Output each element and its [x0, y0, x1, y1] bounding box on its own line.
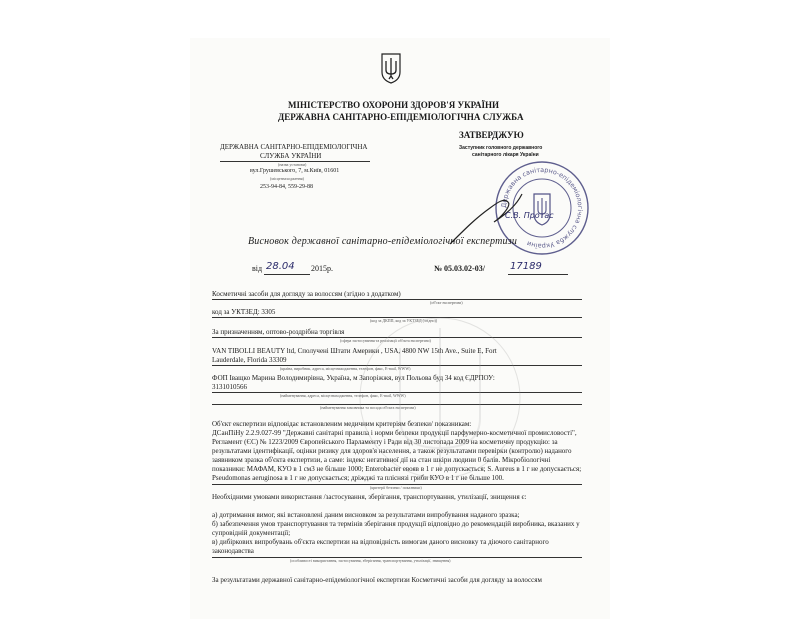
approval-title: ЗАТВЕРДЖУЮ: [459, 130, 524, 140]
object-value: Косметичні засоби для догляду за волоссям (згідно з додатком): [212, 290, 401, 298]
applicant-caption: (найменування, адреса, місцезнаходження, телефон, факс, E-mail, WWW): [280, 393, 406, 398]
approval-role-line2: санітарного лікаря України: [472, 152, 539, 158]
date-prefix: від: [252, 264, 263, 273]
code-value: код за УКТЗЕД: 3305: [212, 308, 276, 316]
producer-line1: VAN TIBOLLI BEAUTY ltd, Сполучені Штати Америки , USA, 4800 NW 15th Ave., Suite E, Fort: [212, 347, 497, 355]
number-handwritten: 17189: [510, 261, 542, 272]
document-page: [190, 38, 610, 619]
approval-role-line1: Заступник головного державного: [459, 145, 543, 151]
seal-ring-text: Державна санітарно-епідеміологічна служба України: [499, 165, 585, 251]
coat-of-arms-icon: [380, 52, 402, 84]
object-underline: [212, 299, 582, 300]
issuer-name-caption: (назва установи): [278, 162, 307, 167]
expertise-text: ДСанПіНу 2.2.9.027-99 "Державні санітарні правила і норми безпеки продукції парфумерно-косметичної промисловості", Регламент (ЄС) № 1223/2009 Європейського Парламенту і Ради від 30 листопада 2009 на косметичну продукцію: за результатами ідентифікації, оцінки ризику для здоров'я населення, а також результатами перевірки (контролю) наданого заявником зразка об'єкта експертизи, а саме: індекс негативної дії на стан шкіри людини 0 балів. Мікробіологічні показники: МАФАМ, КУО в 1 см3 не більше 1000; Enterobacter евояв в 1 г не допускається; S. Aureus в 1 г не допускається; Pseudomonas aeruginosa в 1 г не допускається; дріжджі та пліснязі гриби КУО в 1 г не більше 100.: [212, 429, 582, 482]
issuer-name-line2: СЛУЖБА УКРАЇНИ: [260, 152, 322, 160]
issuer-phones: 253-94-84, 559-29-88: [260, 184, 313, 190]
conclusion-text: За результатами державної санітарно-епідеміологічної експертизи Косметичні засоби для догляду за волоссям: [212, 576, 542, 584]
code-caption: (код за ДКПП, код за УКТЗЕД (згідно)): [370, 318, 438, 323]
conditions-item-c: в) дибіркових випробувань об'єкта експертизи на відповідність вимогам даного висновку та діючого санітарного законодавства: [212, 538, 549, 555]
ministry-title: МІНІСТЕРСТВО ОХОРОНИ ЗДОРОВ'Я УКРАЇНИ: [288, 100, 499, 110]
document-title: Висновок державної санітарно-епідеміологічної експертизи: [248, 236, 518, 247]
expertise-lead: Об'єкт експертизи відповідає встановленим медичним критеріям безпеки/ показникам:: [212, 420, 472, 428]
number-prefix: № 05.03.02-03/: [434, 264, 485, 273]
conditions-item-a: а) дотримання вимог, які встановлені даним висновком за результатами випробування наданого зразка;: [212, 511, 520, 519]
date-underline: [264, 274, 310, 275]
conditions-caption: (особливості використання, застосування, зберігання, транспортування, утилізації, знищення): [290, 558, 451, 563]
issuer-address-caption: (місцезнаходження): [270, 176, 304, 181]
date-handwritten: 28.04: [266, 261, 295, 272]
object-caption: (об'єкт експертизи): [430, 300, 463, 305]
applicant-line1: ФОП Іващко Марина Володимирівна, Україна, м Запоріжжя, вул Польова буд 34 код ЄДРПОУ:: [212, 374, 495, 382]
number-underline: [508, 274, 568, 275]
approval-signature-name: С.В. Протас: [505, 211, 554, 220]
purpose-caption: (сфера застосування та реалізації об'єкта експертизи): [340, 338, 431, 343]
conditions-lead: Необхідними умовами використання /застосування, зберігання, транспортування, утилізації, знищення є:: [212, 493, 527, 501]
producer-caption: (країна, виробник, адреса, місцезнаходження, телефон, факс, E-mail, WWW): [280, 366, 411, 371]
applicant-line2: 3131010566: [212, 383, 247, 391]
date-year: 2015р.: [311, 264, 333, 273]
issuer-address: вул.Грушевського, 7, м.Київ, 01601: [250, 168, 340, 174]
conditions-item-b: б) забезпечення умов транспортування та термінів зберігання продукції відповідно до рекомендацій виробника, вказаних у супровідній документації;: [212, 520, 580, 537]
producer-line2: Lauderdale, Florida 33309: [212, 356, 287, 364]
issuer-name-line1: ДЕРЖАВНА САНІТАРНО-ЕПІДЕМІОЛОГІЧНА: [220, 143, 368, 151]
applicant-caption-2: (найменування замовника та посада об'єкта експертизи): [320, 405, 416, 410]
service-title: ДЕРЖАВНА САНІТАРНО-ЕПІДЕМІОЛОГІЧНА СЛУЖБА: [278, 112, 524, 122]
watermark-emblem: [350, 308, 530, 488]
purpose-value: За призначенням, оптово-роздрібна торгівля: [212, 328, 345, 336]
expertise-caption: (критерії безпеки / показники): [370, 485, 422, 490]
